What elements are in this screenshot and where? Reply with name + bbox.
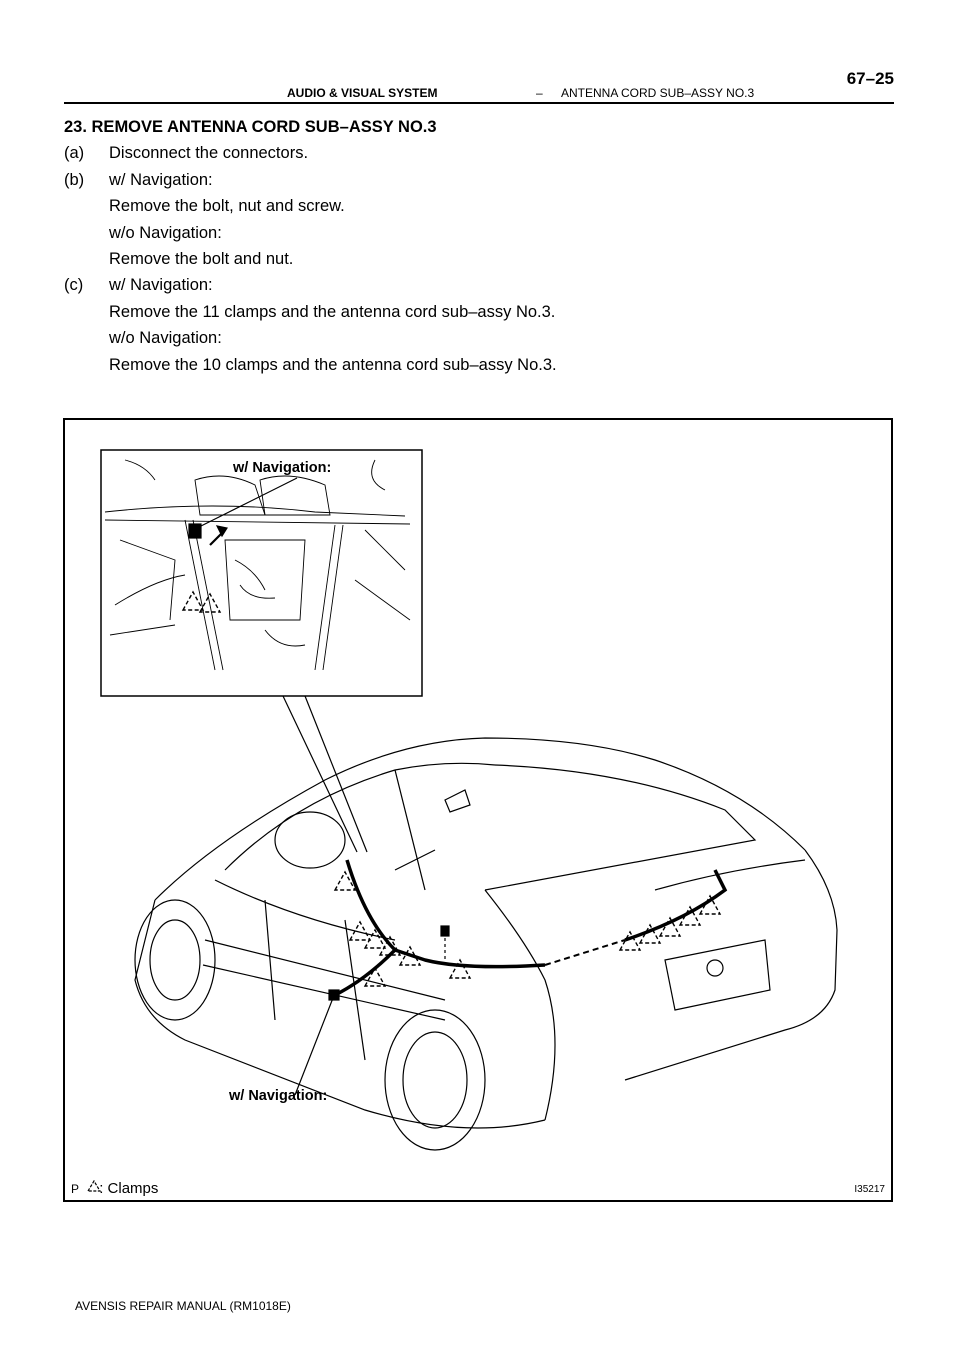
page-number: 67–25: [846, 69, 894, 88]
step-line: Remove the 10 clamps and the antenna cord sub–assy No.3.: [109, 355, 557, 374]
legend-prefix: P: [71, 1182, 80, 1196]
antenna-cord: [335, 860, 725, 995]
callout-line-right: [305, 696, 367, 852]
car-illustration: [65, 420, 891, 1200]
bolt-mark: [441, 926, 449, 936]
step-line: w/ Navigation:: [109, 170, 213, 189]
legend: [71, 1180, 159, 1197]
header-rule: [64, 102, 894, 104]
subsection-title: ANTENNA CORD SUB–ASSY NO.3: [561, 86, 755, 100]
header-separator: –: [536, 86, 543, 100]
callout-line-left: [283, 696, 357, 852]
page-footer: AVENSIS REPAIR MANUAL (RM1018E): [75, 1299, 291, 1313]
inset-label: w/ Navigation:: [233, 460, 332, 476]
step-line: w/o Navigation:: [109, 329, 222, 348]
page-header: [64, 69, 894, 104]
step-label: (a): [64, 144, 85, 163]
clamp-icon: [87, 1180, 101, 1192]
section-title: AUDIO & VISUAL SYSTEM: [287, 86, 438, 100]
step-line: Remove the bolt and nut.: [109, 249, 294, 268]
step-label: (b): [64, 170, 85, 189]
step-a: [64, 140, 894, 166]
procedure-title: [64, 114, 894, 140]
dashboard-inset-drawing: [105, 460, 410, 670]
step-label: (c): [64, 276, 84, 295]
step-b: [64, 167, 894, 193]
step-line: w/o Navigation:: [109, 223, 222, 242]
step-line: Remove the 11 clamps and the antenna cord sub–assy No.3.: [109, 302, 556, 321]
step-c: [64, 272, 894, 298]
connector-mark: [329, 990, 339, 1000]
inset-leader: [201, 478, 297, 526]
clamp-markers: [183, 592, 720, 986]
step-line: Remove the bolt, nut and screw.: [109, 197, 345, 216]
procedure-text: [64, 114, 894, 378]
figure-id: I35217: [854, 1184, 885, 1195]
car-label-leader: [295, 998, 333, 1095]
illustration-figure: [63, 418, 893, 1202]
step-line: w/ Navigation:: [109, 276, 213, 295]
legend-text: : Clamps: [99, 1180, 159, 1197]
procedure-title-text: 23. REMOVE ANTENNA CORD SUB–ASSY NO.3: [64, 118, 437, 136]
car-label: w/ Navigation:: [229, 1088, 328, 1104]
step-line: Disconnect the connectors.: [109, 144, 309, 163]
connector-mark: [189, 524, 201, 538]
inset-frame: [101, 450, 422, 696]
arrow-head: [217, 526, 227, 536]
